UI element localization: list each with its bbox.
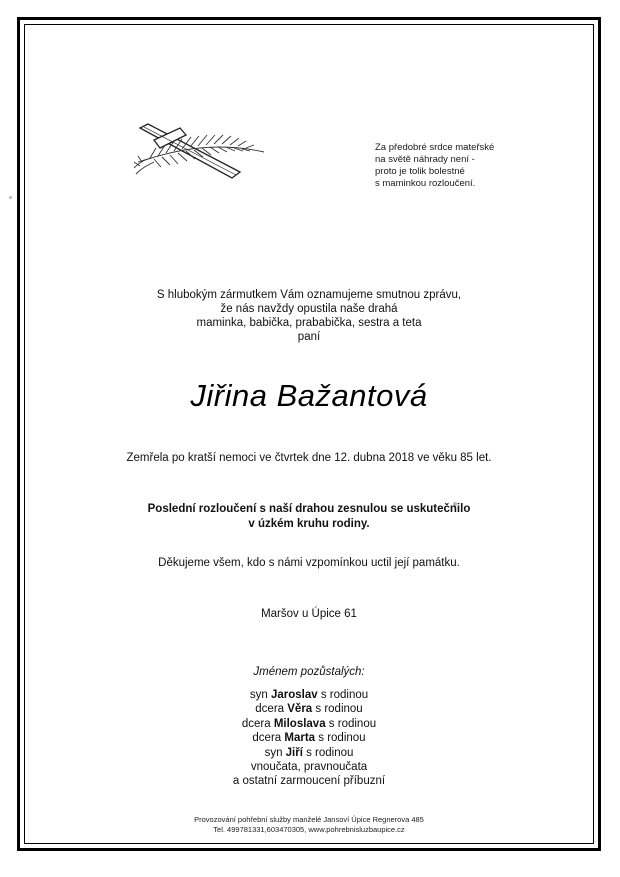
farewell-line: Poslední rozloučení s naší drahou zesnulou se uskutečnilo xyxy=(147,503,471,515)
farewell-line: v úzkém kruhu rodiny. xyxy=(248,518,370,530)
funeral-service-footer xyxy=(24,815,594,835)
mourner-line: syn Jaroslav s rodinou xyxy=(249,689,369,701)
intro-line: paní xyxy=(297,331,321,343)
address: Maršov u Úpice 61 xyxy=(261,608,357,620)
mourner-line: vnoučata, pravnoučata xyxy=(250,761,368,774)
mourner-line: syn Jiří s rodinou xyxy=(264,746,354,759)
intro-line: maminka, babička, prababička, sestra a teta xyxy=(196,317,422,329)
motto-verse xyxy=(375,142,535,190)
cross-with-palm-branch-icon xyxy=(130,122,266,187)
mourner-line: dcera Věra s rodinou xyxy=(255,703,363,716)
motto-line: proto je tolik bolestné xyxy=(375,166,465,177)
intro-line: S hlubokým zármutkem Vám oznamujeme smutnou zprávu, xyxy=(156,289,462,301)
paper-speck xyxy=(9,196,12,199)
mourner-line: dcera Miloslava s rodinou xyxy=(241,717,377,730)
mourner-line: a ostatní zarmoucení příbuzní xyxy=(232,775,386,788)
motto-line: na světě náhrady není - xyxy=(375,154,475,165)
footer-line: Provozování pohřební služby manželé Jansoví Úpice Regnerova 485 xyxy=(194,815,424,824)
mourners-heading: Jménem pozůstalých: xyxy=(253,666,365,678)
footer-line: Tel. 499781331,603470305, www.pohrebnisluzbaupice.cz xyxy=(213,825,405,834)
motto-line: s maminkou rozloučení. xyxy=(375,178,476,189)
deceased-name: Jiřina Bažantová xyxy=(190,378,428,413)
motto-line: Za předobré srdce mateřské xyxy=(375,142,495,153)
farewell-notice xyxy=(24,502,594,532)
announcement-intro xyxy=(24,288,594,344)
mourners-list xyxy=(24,688,594,789)
thanks-note: Děkujeme všem, kdo s námi vzpomínkou uctil její památku. xyxy=(158,557,460,569)
intro-line: že nás navždy opustila naše drahá xyxy=(220,303,398,315)
death-notice: Zemřela po kratší nemoci ve čtvrtek dne 12. dubna 2018 ve věku 85 let. xyxy=(126,452,492,464)
mourner-line: dcera Marta s rodinou xyxy=(252,732,366,745)
